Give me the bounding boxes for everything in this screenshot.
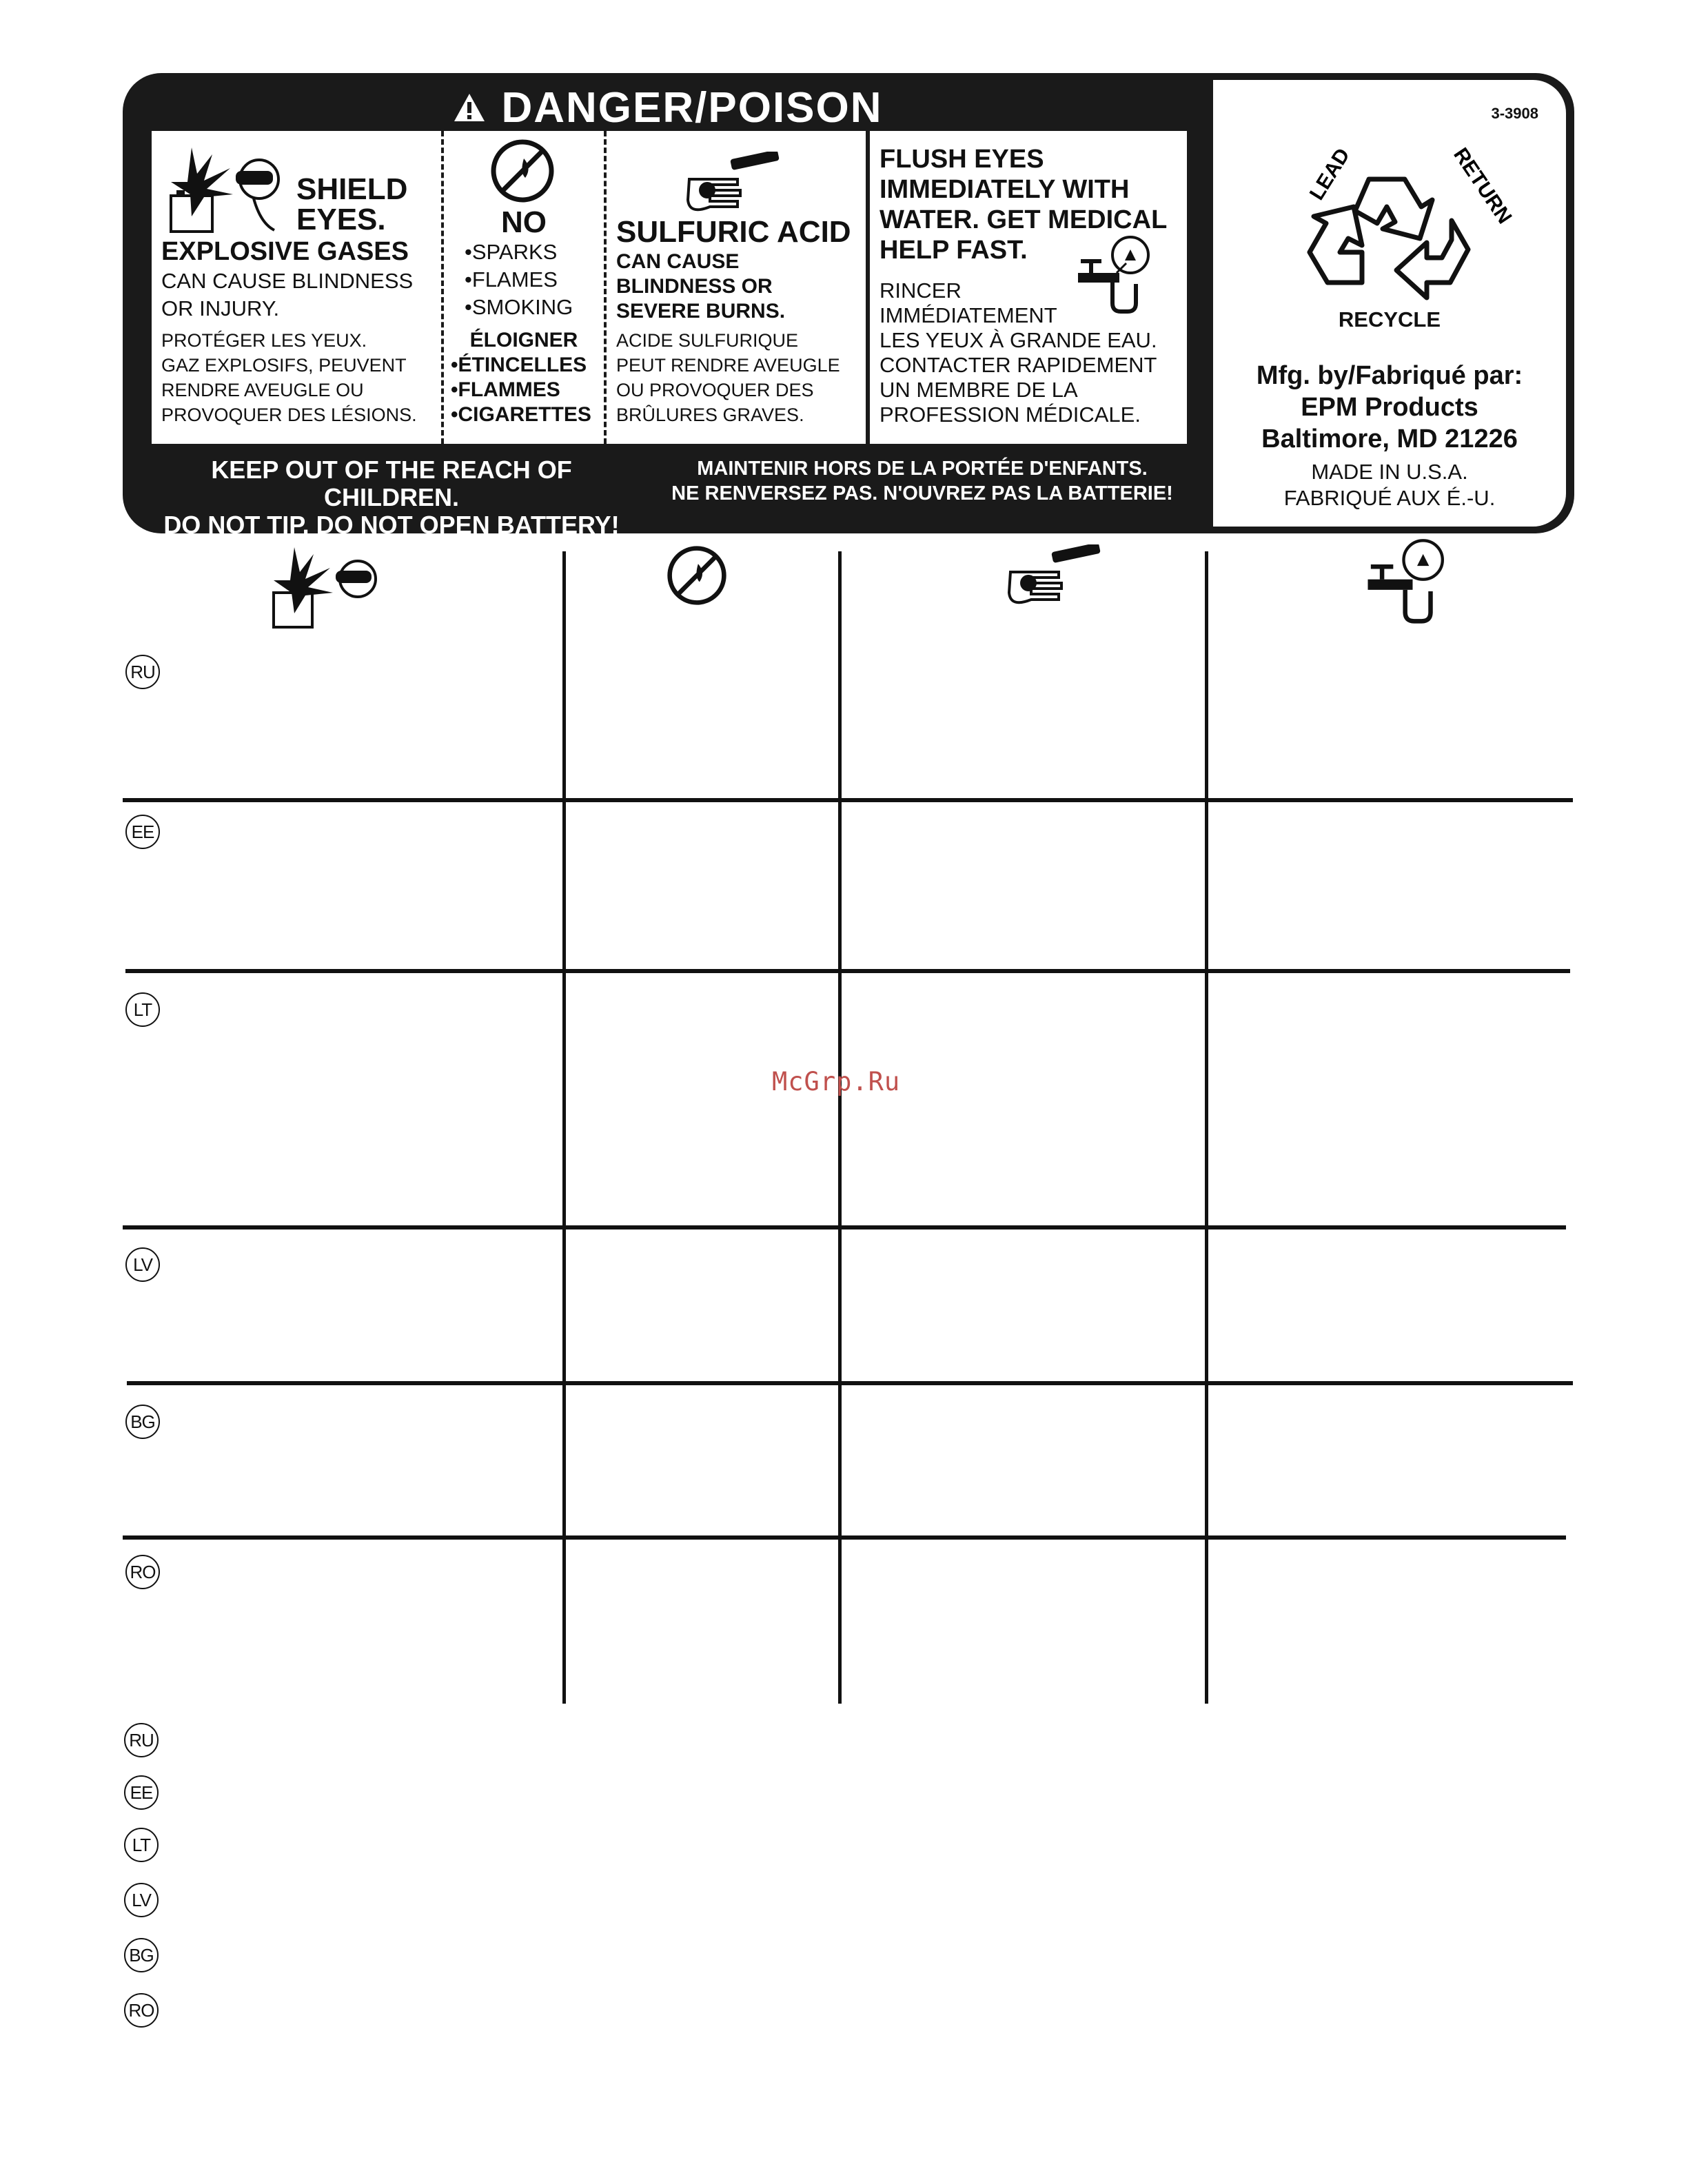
explosion-goggles-icon <box>164 141 281 237</box>
acid-line-1: CAN CAUSE <box>616 250 740 273</box>
explosion-goggles-icon <box>263 542 387 631</box>
recycle-panel <box>1213 80 1566 527</box>
flush-fr-1: RINCER <box>879 278 962 303</box>
flush-line-1: FLUSH EYES <box>879 145 1044 174</box>
no-item-2: •FLAMES <box>465 267 558 292</box>
no-fr-item-3: •CIGARETTES <box>451 403 591 426</box>
eye-wash-faucet-icon <box>1363 538 1453 627</box>
acid-line-2: BLINDNESS OR <box>616 275 773 298</box>
grid-vertical-line <box>838 551 842 1704</box>
footer-badge-lt: LT <box>124 1828 159 1862</box>
no-heading: NO <box>501 205 547 239</box>
flush-fr-2: IMMÉDIATEMENT <box>879 303 1057 327</box>
acid-heading: SULFURIC ACID <box>616 215 851 249</box>
footer-badge-ee: EE <box>124 1775 159 1810</box>
children-warning-en <box>150 456 633 533</box>
no-fr-heading: ÉLOIGNER <box>469 329 578 351</box>
warning-panel <box>152 131 1187 444</box>
grid-row-divider <box>123 798 1573 802</box>
grid-row-divider <box>123 1225 1566 1229</box>
acid-hand-icon <box>682 152 786 221</box>
company-address: Baltimore, MD 21226 <box>1261 425 1518 453</box>
language-badge-lv: LV <box>125 1247 160 1282</box>
watermark: McGrp.Ru <box>772 1067 901 1096</box>
acid-fr-4: BRÛLURES GRAVES. <box>616 405 804 425</box>
acid-fr-2: PEUT RENDRE AVEUGLE <box>616 355 840 376</box>
language-badge-ee: EE <box>125 815 160 849</box>
made-in-block <box>1213 459 1566 511</box>
shield-eyes-column <box>152 131 441 444</box>
flush-fr-3: LES YEUX À GRANDE EAU. <box>879 328 1157 352</box>
no-smoking-icon <box>666 544 728 606</box>
no-smoking-icon <box>489 138 556 204</box>
flush-eyes-column <box>871 131 1187 444</box>
company-name: EPM Products <box>1301 393 1478 422</box>
eye-wash-faucet-icon <box>1071 234 1154 317</box>
acid-hand-icon <box>1004 544 1107 613</box>
shield-fr-1: PROTÉGER LES YEUX. <box>161 330 367 351</box>
no-fr-item-1: •ÉTINCELLES <box>451 354 587 376</box>
flush-fr-5: UN MEMBRE DE LA <box>879 378 1078 402</box>
recycle-text: RECYCLE <box>1338 307 1441 331</box>
label-title-text: DANGER/POISON <box>501 83 883 132</box>
footer-badge-lv: LV <box>124 1883 159 1917</box>
no-flames-column <box>444 131 604 444</box>
grid-row-divider <box>123 1535 1566 1540</box>
acid-line-3: SEVERE BURNS. <box>616 300 786 323</box>
mfg-label: Mfg. by/Fabriqué par: <box>1256 361 1523 390</box>
shield-fr-3: RENDRE AVEUGLE OU <box>161 380 364 400</box>
language-badge-ru: RU <box>125 655 160 689</box>
danger-label <box>123 73 1574 533</box>
flush-line-3: WATER. GET MEDICAL <box>879 205 1168 234</box>
made-in-fr: FABRIQUÉ AUX É.-U. <box>1283 486 1496 510</box>
children-warning-fr <box>647 456 1198 506</box>
no-fr-item-2: •FLAMMES <box>451 378 560 401</box>
sulfuric-acid-column <box>607 131 866 444</box>
flush-line-2: IMMEDIATELY WITH <box>879 175 1130 204</box>
no-item-1: •SPARKS <box>465 240 558 264</box>
warning-triangle-icon <box>453 92 486 123</box>
acid-fr-1: ACIDE SULFURIQUE <box>616 330 799 351</box>
flush-line-4: HELP FAST. <box>879 236 1028 265</box>
manufacturer-block <box>1213 360 1566 455</box>
grid-vertical-line <box>1205 551 1208 1704</box>
shield-fr-2: GAZ EXPLOSIFS, PEUVENT <box>161 355 407 376</box>
flush-fr-4: CONTACTER RAPIDEMENT <box>879 353 1157 377</box>
bottom-fr-line-2: NE RENVERSEZ PAS. N'OUVREZ PAS LA BATTERIE! <box>671 482 1173 504</box>
lead-text: LEAD <box>1305 144 1355 205</box>
bottom-fr-line-1: MAINTENIR HORS DE LA PORTÉE D'ENFANTS. <box>697 458 1148 480</box>
return-text: RETURN <box>1449 143 1516 228</box>
grid-row-divider <box>125 969 1570 973</box>
shield-fr-4: PROVOQUER DES LÉSIONS. <box>161 405 417 425</box>
recycle-icon <box>1252 135 1527 314</box>
no-item-3: •SMOKING <box>465 295 573 319</box>
language-badge-bg: BG <box>125 1405 160 1439</box>
language-badge-lt: LT <box>125 992 160 1027</box>
bottom-en-line-2: DO NOT TIP. DO NOT OPEN BATTERY! <box>163 511 620 533</box>
acid-fr-3: OU PROVOQUER DES <box>616 380 814 400</box>
shield-heading-2: EYES. <box>296 203 386 236</box>
flush-fr-6: PROFESSION MÉDICALE. <box>879 402 1141 427</box>
shield-heading-1: SHIELD <box>296 172 408 206</box>
label-title <box>123 80 1213 135</box>
language-badge-ro: RO <box>125 1555 160 1589</box>
made-in-en: MADE IN U.S.A. <box>1311 460 1468 484</box>
grid-vertical-line <box>562 551 566 1704</box>
footer-badge-bg: BG <box>124 1938 159 1972</box>
grid-row-divider <box>127 1381 1573 1385</box>
column-divider <box>866 131 870 444</box>
shield-line-1: CAN CAUSE BLINDNESS <box>161 269 414 293</box>
explosive-gases-text: EXPLOSIVE GASES <box>161 237 409 266</box>
footer-badge-ru: RU <box>124 1723 159 1757</box>
part-number: 3-3908 <box>1491 105 1538 122</box>
bottom-en-line-1: KEEP OUT OF THE REACH OF CHILDREN. <box>211 456 572 511</box>
footer-badge-ro: RO <box>124 1993 159 2028</box>
shield-line-2: OR INJURY. <box>161 296 280 320</box>
